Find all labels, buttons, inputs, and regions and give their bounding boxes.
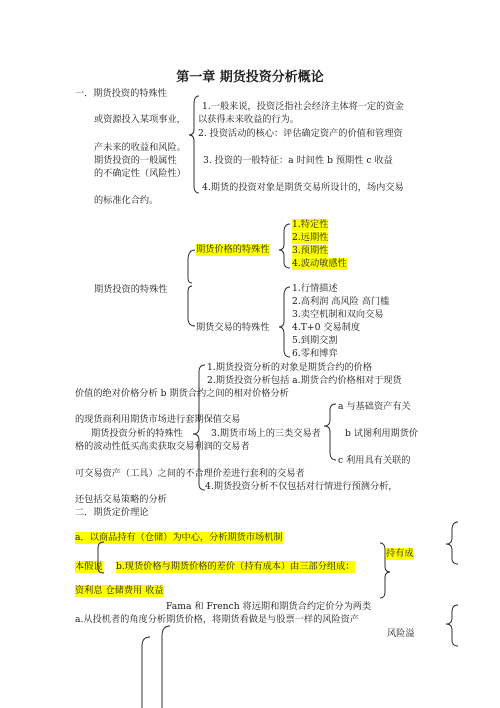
price-item-3: 3.预期性 [292, 245, 329, 256]
item2-line: 2. 投资活动的核心：评估确定资产的价值和管理资 [198, 128, 403, 139]
trade-item-1: 1.行情描述 [292, 283, 338, 294]
item1-line-a: 1.一般来说，投资泛指社会经济主体将一定的资金 [202, 101, 404, 112]
fama-french-line: Fama 和 French 将远期和期货合约定价分为两类 [166, 601, 372, 612]
hold-cost-hypothesis: 本假说 [75, 561, 103, 572]
general-attribute-label: 期货投资的一般属性 [94, 155, 177, 166]
trade-item-5: 5.到期交割 [292, 335, 338, 346]
analysis-line-5: 3.期货市场上的三类交易者 [211, 428, 321, 439]
item1-line-b: 以获得未来收益的行为。 [198, 114, 300, 125]
analysis-line-6: 格的波动性低买高卖获取交易利润的交易者 [75, 441, 250, 452]
section2-heading: 二．期货定价理论 [75, 507, 149, 518]
price-item-2: 2.远期性 [292, 232, 329, 243]
analysis-line-4: 的现货商利用期货市场进行套期保值交易 [75, 414, 241, 425]
trade-special-label: 期货交易的特殊性 [196, 322, 270, 333]
trade-item-2: 2.高利润 高风险 高门槛 [292, 296, 390, 307]
chapter-title: 第一章 期货投资分析概论 [176, 70, 324, 85]
price-special-label: 期货价格的特殊性 [196, 244, 270, 255]
special-root-label: 期货投资的特殊性 [94, 284, 168, 295]
theory-a-line: a．以商品持有（仓储）为中心，分析期货市场机制 [75, 532, 283, 543]
analysis-line-9: 还包括交易策略的分析 [75, 494, 167, 505]
analysis-line-7: 可交易资产（工具）之间的不合理价差进行套利的交易者 [75, 468, 305, 479]
trader-b: b 试图利用期货价 [345, 428, 419, 439]
trader-c: c 利用具有关联的 [338, 455, 411, 466]
item3-line: 3. 投资的一般特征：a 时间性 b 预期性 c 收益 [203, 155, 393, 166]
trade-item-3: 3.卖空机制和双向交易 [292, 309, 384, 320]
analysis-line-1: 1.期货投资分析的对象是期货合约的价格 [207, 362, 372, 373]
trader-a: a 与基础资产有关 [338, 401, 411, 412]
cost-components: 资利息 仓储费用 收益 [75, 585, 164, 596]
price-item-1: 1.特定性 [292, 219, 329, 230]
item4-line-b: 的标准化合约。 [94, 195, 159, 206]
trade-item-6: 6.零和博弈 [292, 348, 338, 359]
hold-cost-label: 持有成 [386, 548, 414, 559]
left-fragment-2: 产未来的收益和风险。 [94, 142, 186, 153]
analysis-line-8: 4.期货投资分析不仅包括对行情进行预测分析， [205, 481, 398, 492]
risk-continuation: 的不确定性（风险性） [94, 168, 186, 179]
analysis-line-3: 价值的绝对价格分析 b 期货合约之间的相对价格分析 [75, 388, 289, 399]
risk-premium-label: 风险溢 [387, 628, 415, 639]
left-fragment-1: 或资源投入某项事业， [94, 114, 186, 125]
theory-b-line: b.现货价格与期货价格的差价（持有成本）由三部分组成： [116, 561, 355, 572]
trade-item-4: 4.T+0 交易制度 [292, 322, 361, 333]
price-item-4: 4.波动敏感性 [292, 258, 347, 269]
speculator-line: a.从投机者的角度分析期货价格，将期货看做是与股票一样的风险资产 [75, 614, 360, 625]
item4-line-a: 4.期货的投资对象是期货交易所设计的，场内交易 [202, 182, 404, 193]
section1-heading: 一．期货投资的特殊性 [75, 88, 167, 99]
analysis-line-2: 2.期货投资分析包括 a.期货合约价格相对于现货 [207, 375, 402, 386]
analysis-special-label: 期货投资分析的特殊性 [91, 428, 183, 439]
